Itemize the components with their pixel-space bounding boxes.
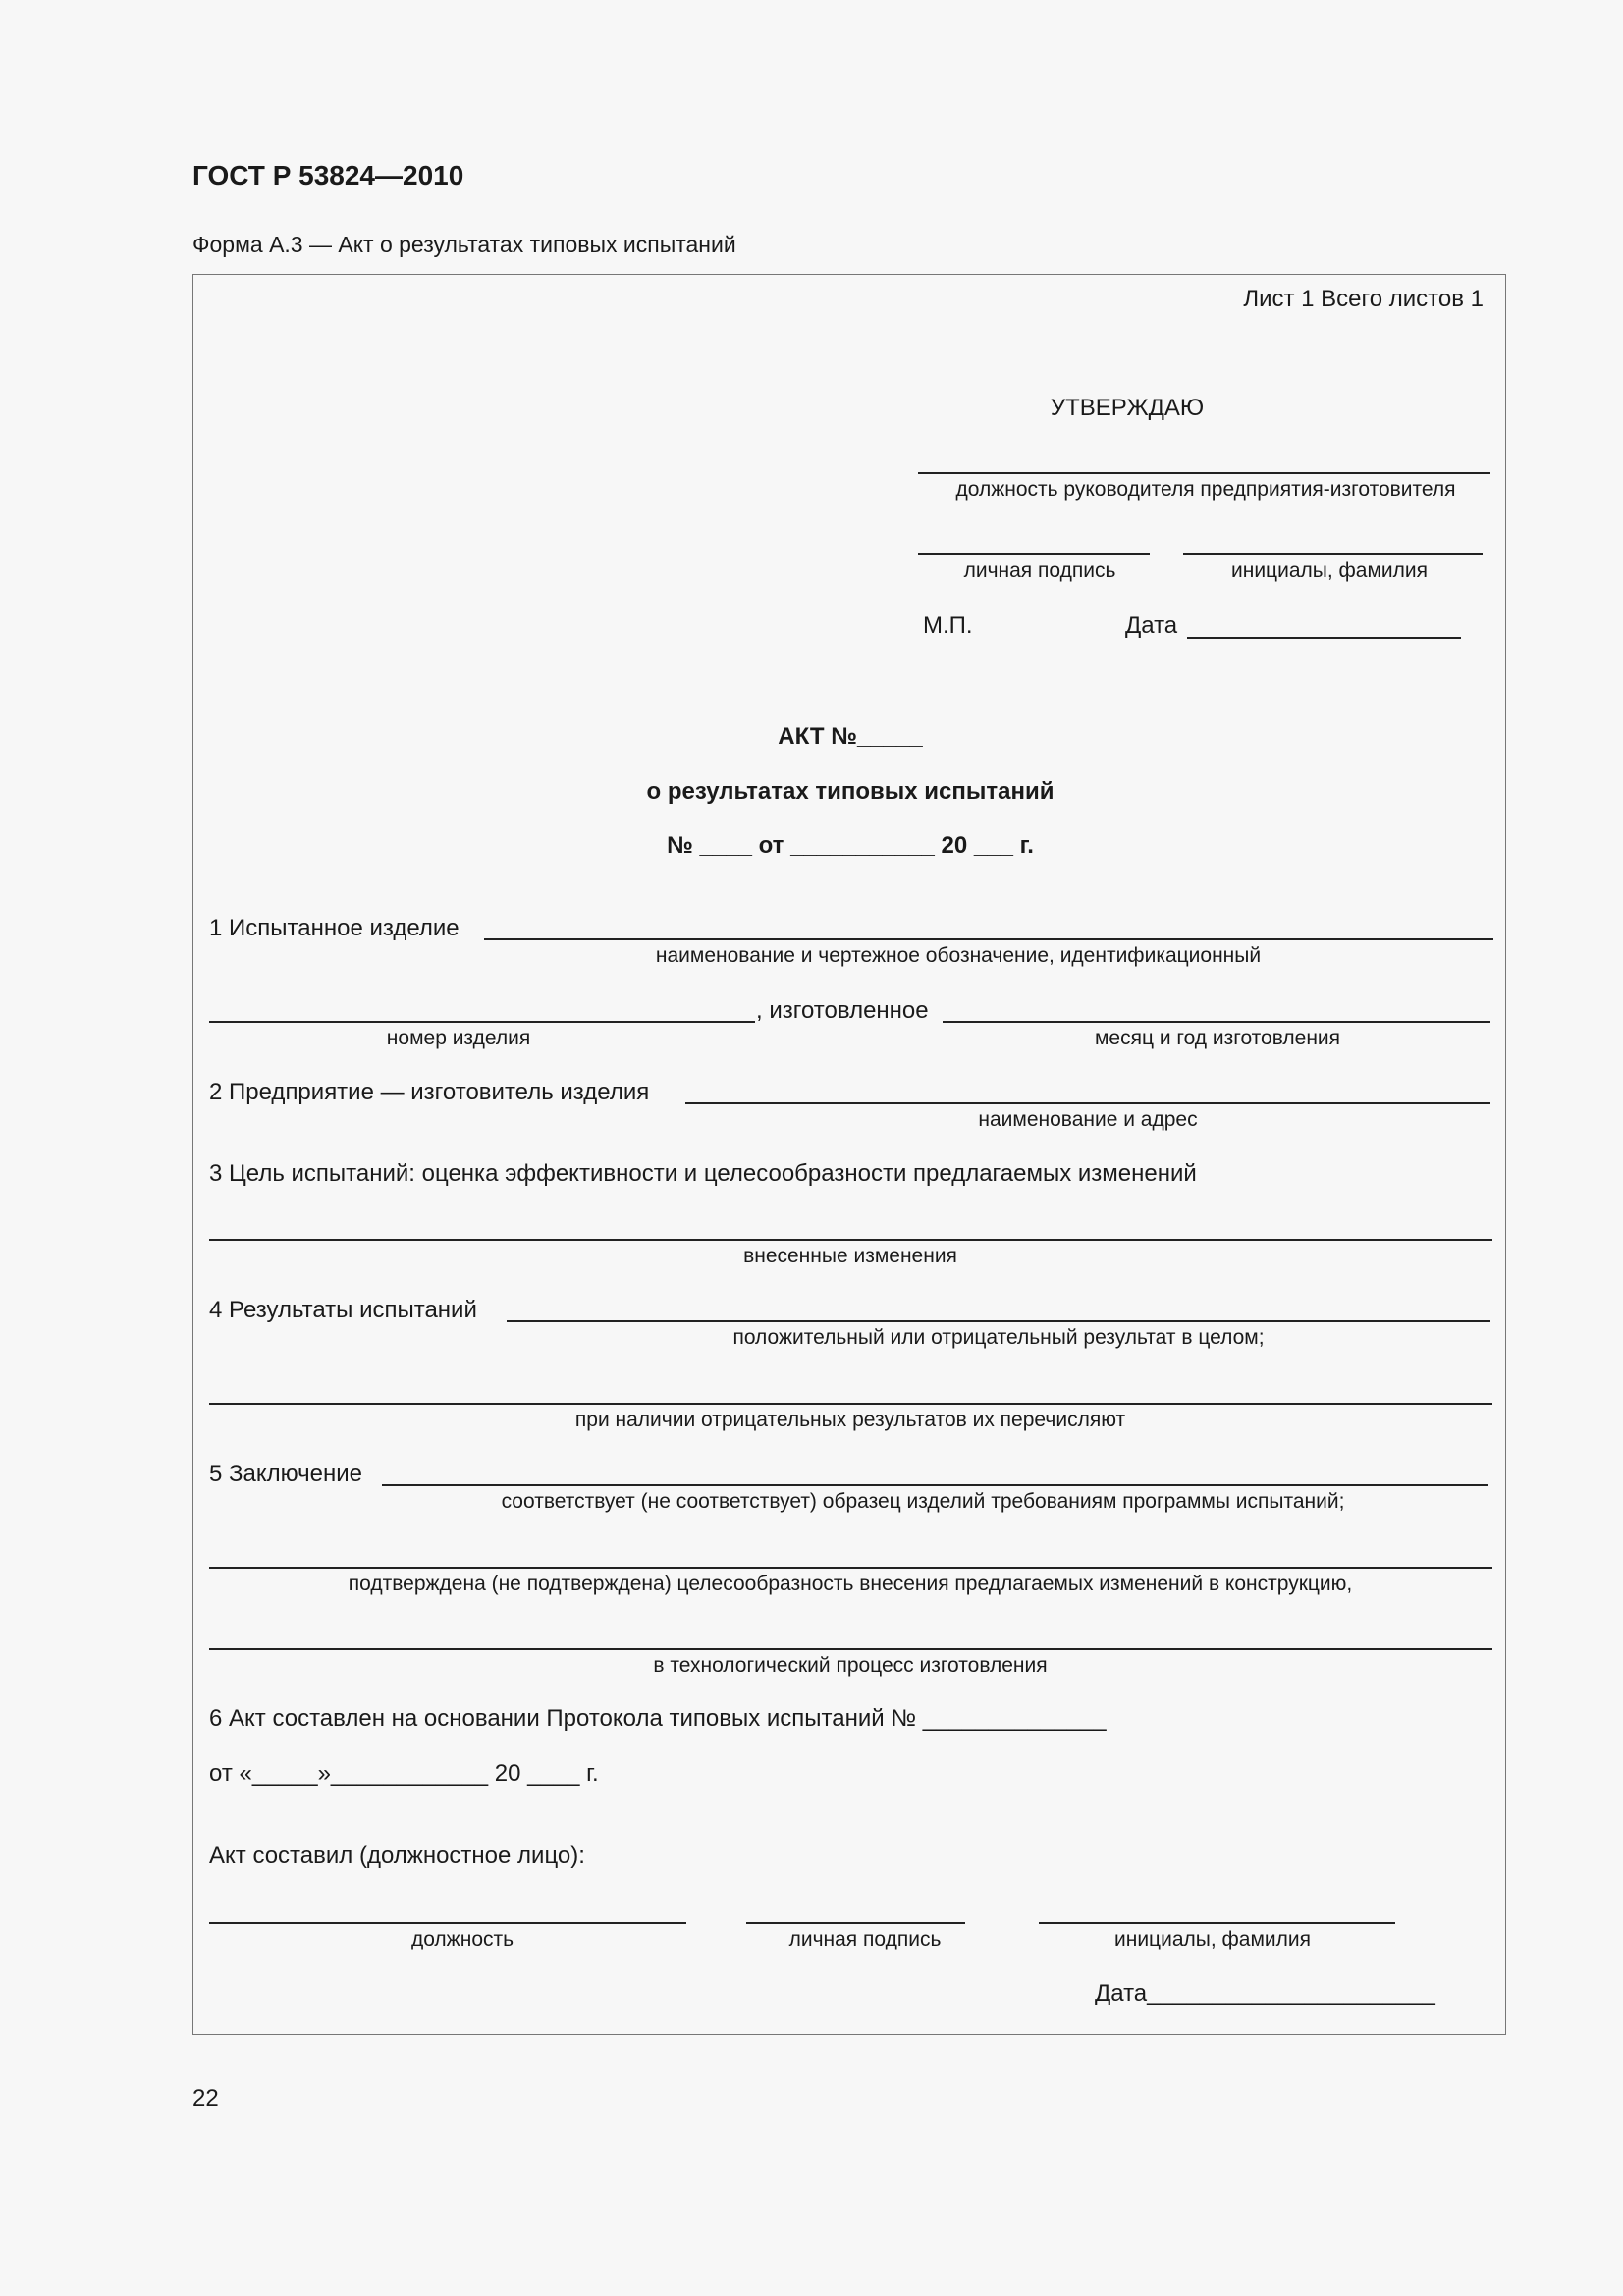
position-line[interactable]	[918, 472, 1490, 474]
act-subtitle: о результатах типовых испытаний	[646, 778, 1055, 805]
footer-name-line[interactable]	[1039, 1922, 1395, 1924]
item-1-caption-number: номер изделия	[386, 1027, 531, 1049]
stamp-label: М.П.	[923, 613, 973, 639]
item-5-line-3[interactable]	[209, 1648, 1492, 1650]
approval-heading: УТВЕРЖДАЮ	[1050, 395, 1205, 421]
approval-signature-caption: личная подпись	[963, 560, 1116, 582]
footer-signature-line[interactable]	[746, 1922, 965, 1924]
footer-position-line[interactable]	[209, 1922, 686, 1924]
approval-date-line[interactable]	[1187, 637, 1461, 639]
act-number-date: № ____ от ___________ 20 ___ г.	[667, 832, 1034, 859]
approval-signature-line[interactable]	[918, 553, 1150, 555]
compiled-by-label: Акт составил (должностное лицо):	[209, 1842, 585, 1869]
form-caption: Форма А.3 — Акт о результатах типовых испытаний	[192, 232, 736, 257]
item-4-caption-1: положительный или отрицательный результат в целом;	[732, 1326, 1265, 1349]
item-5-label: 5 Заключение	[209, 1461, 362, 1487]
item-4-line-2[interactable]	[209, 1403, 1492, 1405]
item-2-label: 2 Предприятие — изготовитель изделия	[209, 1079, 650, 1105]
item-1-caption: наименование и чертежное обозначение, идентификационный	[655, 944, 1262, 967]
item-2-caption: наименование и адрес	[978, 1108, 1198, 1131]
item-5-caption-1: соответствует (не соответствует) образец изделий требованиям программы испытаний;	[501, 1490, 1345, 1513]
footer-caption-signature: личная подпись	[788, 1928, 942, 1950]
item-1-number-line[interactable]	[209, 1021, 755, 1023]
approval-name-caption: инициалы, фамилия	[1231, 560, 1428, 582]
item-2-line[interactable]	[685, 1102, 1490, 1104]
footer-date: Дата______________________	[1095, 1980, 1435, 2006]
item-5-line-2[interactable]	[209, 1567, 1492, 1569]
approval-name-line[interactable]	[1183, 553, 1483, 555]
item-1-date-line[interactable]	[943, 1021, 1490, 1023]
item-6-label: 6 Акт составлен на основании Протокола типовых испытаний № ______________	[209, 1705, 1107, 1732]
position-caption: должность руководителя предприятия-изготовителя	[955, 478, 1456, 501]
item-4-line[interactable]	[507, 1320, 1490, 1322]
item-4-caption-2: при наличии отрицательных результатов их перечисляют	[574, 1409, 1126, 1431]
page-number: 22	[192, 2085, 219, 2111]
item-1-label: 1 Испытанное изделие	[209, 915, 460, 941]
item-3-label: 3 Цель испытаний: оценка эффективности и целесообразности предлагаемых изменений	[209, 1160, 1197, 1187]
item-1-caption-date: месяц и год изготовления	[1094, 1027, 1341, 1049]
act-title: АКТ №_____	[778, 723, 923, 750]
standard-header: ГОСТ Р 53824—2010	[192, 160, 464, 190]
sheet-info: Лист 1 Всего листов 1	[1243, 286, 1484, 312]
footer-caption-position: должность	[410, 1928, 514, 1950]
footer-caption-name: инициалы, фамилия	[1114, 1928, 1311, 1950]
item-1-manufactured-label: , изготовленное	[756, 997, 929, 1024]
item-5-caption-2: подтверждена (не подтверждена) целесообразность внесения предлагаемых изменений в конструкцию,	[348, 1573, 1353, 1595]
item-1-line[interactable]	[484, 938, 1493, 940]
item-4-label: 4 Результаты испытаний	[209, 1297, 477, 1323]
item-5-caption-3: в технологический процесс изготовления	[653, 1654, 1048, 1677]
approval-date-label: Дата	[1125, 613, 1178, 639]
item-5-line[interactable]	[382, 1484, 1488, 1486]
item-6-date: от «_____»____________ 20 ____ г.	[209, 1760, 599, 1787]
item-3-line[interactable]	[209, 1239, 1492, 1241]
item-3-caption: внесенные изменения	[743, 1245, 957, 1267]
